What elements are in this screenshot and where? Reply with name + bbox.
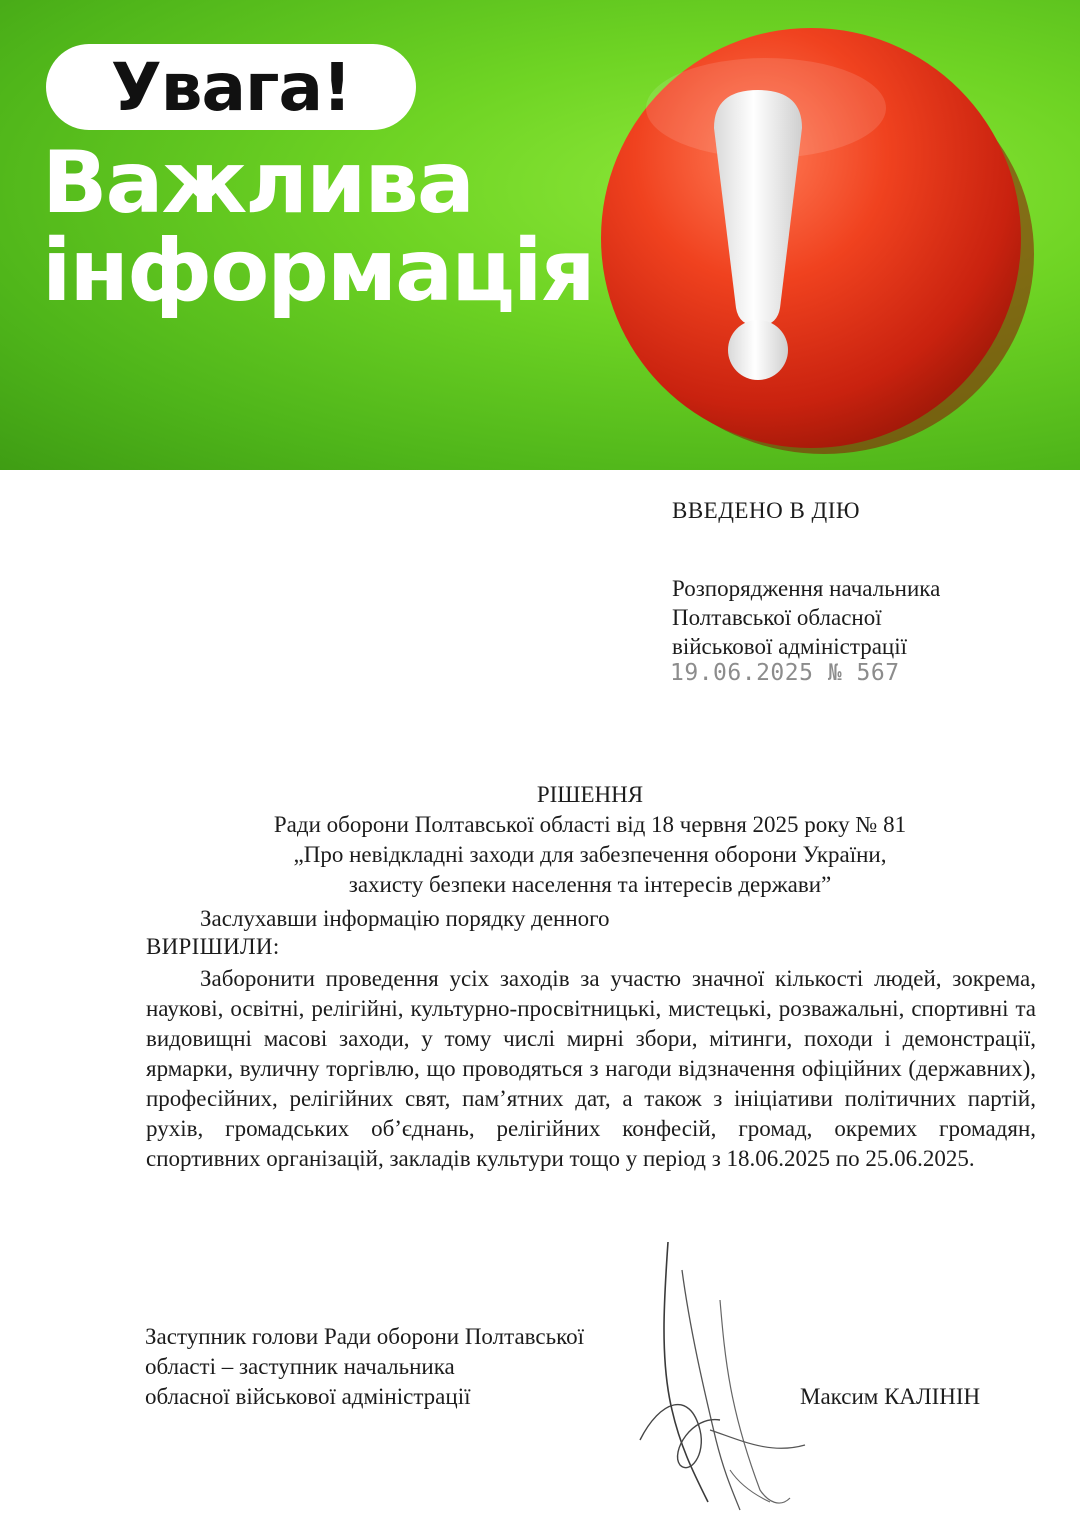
position-line: обласної військової адміністрації bbox=[145, 1384, 471, 1409]
exclamation-sign-icon bbox=[596, 18, 1036, 458]
order-reference bbox=[672, 574, 940, 661]
attention-pill bbox=[46, 44, 416, 130]
headline-line-2: інформація bbox=[42, 221, 594, 321]
signatory-name: Максим КАЛІНІН bbox=[800, 1384, 981, 1409]
handwritten-signature bbox=[620, 1240, 820, 1513]
signatory-position bbox=[145, 1322, 584, 1412]
decision-title-block bbox=[150, 780, 1030, 900]
enacted-stamp-title: ВВЕДЕНО В ДІЮ bbox=[672, 498, 861, 523]
order-date-number: 19.06.2025 № 567 bbox=[670, 660, 900, 686]
order-line: військової адміністрації bbox=[672, 634, 907, 659]
decision-heading: РІШЕННЯ bbox=[536, 782, 644, 807]
headline-line-1: Важлива bbox=[42, 133, 473, 233]
position-line: області – заступник начальника bbox=[145, 1354, 455, 1379]
attention-banner bbox=[0, 0, 1080, 470]
decision-quote-line: „Про невідкладні заходи для забезпечення оборони України, bbox=[293, 842, 887, 867]
order-line: Розпорядження начальника bbox=[672, 576, 941, 601]
resolved-label: ВИРІШИЛИ: bbox=[146, 934, 280, 959]
order-line: Полтавської обласної bbox=[672, 605, 882, 630]
position-line: Заступник голови Ради оборони Полтавської bbox=[145, 1324, 584, 1349]
listened-statement: Заслухавши інформацію порядку денного bbox=[200, 906, 610, 931]
decision-body: Заборонити проведення усіх заходів за участю значної кількості людей, зокрема, наукові, освітні, релігійні, культурно-просвітницькі, мистецькі, розважальні, спортивні та видовищні масові заходи, у тому числі мирні збори, мітинги, походи і демонстрації, ярмарки, вуличну торгівлю, що проводяться з нагоди відзначення офіційних (державних), професійних, релігійних свят, пам’ятних дат, а також з ініціативи політичних партій, рухів, громадських об’єднань, релігійних конфесій, громад, окремих громадян, спортивних організацій, закладів культури тощо у період з 18.06.2025 по 25.06.2025. bbox=[146, 966, 1036, 1171]
decision-quote-line: захисту безпеки населення та інтересів держави” bbox=[348, 872, 832, 897]
decision-subheading: Ради оборони Полтавської області від 18 червня 2025 року № 81 bbox=[273, 812, 907, 837]
attention-pill-text: Увага! bbox=[110, 48, 352, 126]
